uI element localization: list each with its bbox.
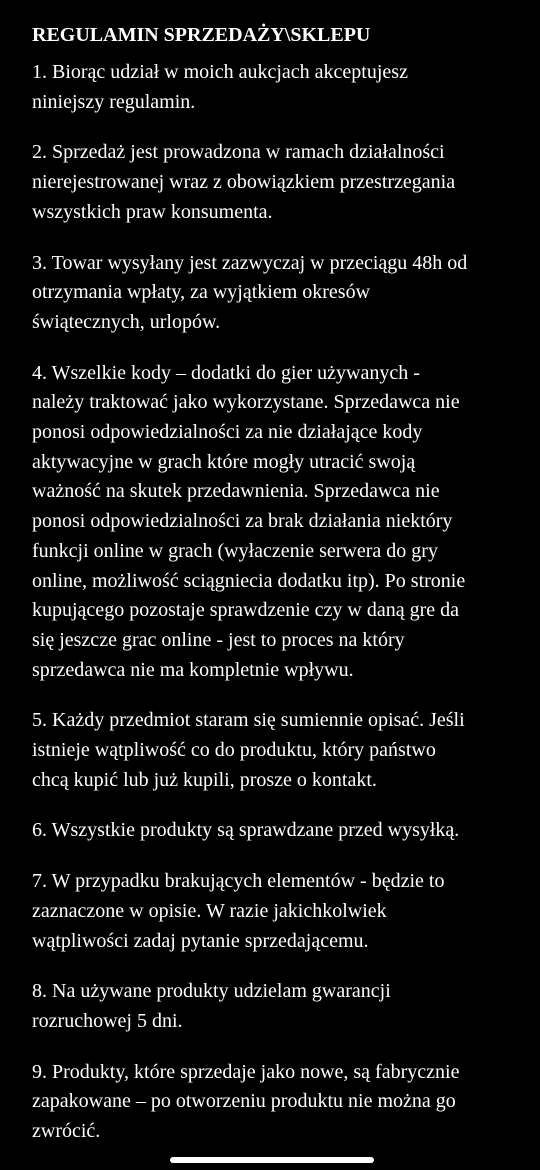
paragraph-line: sprzedawca nie ma kompletnie wpływu. xyxy=(32,658,354,681)
paragraph-line: należy traktować jako wykorzystane. Sprzedawca nie xyxy=(32,391,460,414)
paragraph-line: wątpliwości zadaj pytanie sprzedającemu. xyxy=(32,929,369,952)
paragraph-line: zaznaczone w opisie. W razie jakichkolwiek xyxy=(32,899,387,922)
paragraph-line: wszystkich praw konsumenta. xyxy=(32,200,273,223)
rule-paragraph-5 xyxy=(32,706,522,795)
paragraph-line: 2. Sprzedaż jest prowadzona w ramach działalności xyxy=(32,141,445,164)
paragraph-line: 9. Produkty, które sprzedaje jako nowe, są fabrycznie xyxy=(32,1060,460,1083)
regulations-document xyxy=(32,20,522,1147)
paragraph-line: otrzymania wpłaty, za wyjątkiem okresów xyxy=(32,281,371,304)
rule-paragraph-6 xyxy=(32,816,522,846)
paragraph-line: 5. Każdy przedmiot staram się sumiennie opisać. Jeśli xyxy=(32,709,465,732)
paragraph-line: online, możliwość sciągniecia dodatku itp). Po stronie xyxy=(32,569,466,592)
paragraph-line: świątecznych, urlopów. xyxy=(32,310,221,333)
document-title: REGULAMIN SPRZEDAŻY\SKLEPU xyxy=(32,24,371,46)
rule-paragraph-2 xyxy=(32,138,522,227)
paragraph-line: 1. Biorąc udział w moich aukcjach akceptujesz xyxy=(32,61,408,83)
paragraph-line: chcą kupić lub już kupili, prosze o kontakt. xyxy=(32,768,377,791)
paragraph-list xyxy=(32,58,522,1147)
paragraph-line: funkcji online w grach (wyłaczenie serwera do gry xyxy=(32,539,438,562)
paragraph-line: 7. W przypadku brakujących elementów - będzie to xyxy=(32,870,445,893)
rule-paragraph-9 xyxy=(32,1058,522,1147)
paragraph-line: rozruchowej 5 dni. xyxy=(32,1009,183,1032)
paragraph-line: ponosi odpowiedzialności za nie działające kody xyxy=(32,421,423,444)
rule-paragraph-4 xyxy=(32,359,522,686)
rule-paragraph-7 xyxy=(32,867,522,956)
paragraph-line: aktywacyjne w grach które mogły utracić swoją xyxy=(32,450,416,473)
paragraph-line: zapakowane – po otworzeniu produktu nie można go xyxy=(32,1090,456,1113)
rule-paragraph-1 xyxy=(32,58,522,117)
rule-paragraph-3 xyxy=(32,249,522,338)
paragraph-line: nierejestrowanej wraz z obowiązkiem przestrzegania xyxy=(32,171,456,194)
home-indicator[interactable] xyxy=(170,1157,374,1163)
paragraph-line: niniejszy regulamin. xyxy=(32,90,196,113)
paragraph-line: się jeszcze grac online - jest to proces na który xyxy=(32,628,405,651)
paragraph-line: 4. Wszelkie kody – dodatki do gier używanych - xyxy=(32,361,420,384)
paragraph-line: kupującego pozostaje sprawdzenie czy w daną gre da xyxy=(32,599,460,622)
paragraph-line: 3. Towar wysyłany jest zazwyczaj w przeciągu 48h od xyxy=(32,251,468,274)
paragraph-line: ponosi odpowiedzialności za brak działania niektóry xyxy=(32,510,453,533)
rule-paragraph-8 xyxy=(32,977,522,1036)
paragraph-line: zwrócić. xyxy=(32,1120,101,1143)
paragraph-line: 6. Wszystkie produkty są sprawdzane przed wysyłką. xyxy=(32,819,460,842)
paragraph-line: 8. Na używane produkty udzielam gwarancji xyxy=(32,980,391,1003)
paragraph-line: ważność na skutek przedawnienia. Sprzedawca nie xyxy=(32,480,440,503)
paragraph-line: istnieje wątpliwość co do produktu, który państwo xyxy=(32,739,436,762)
